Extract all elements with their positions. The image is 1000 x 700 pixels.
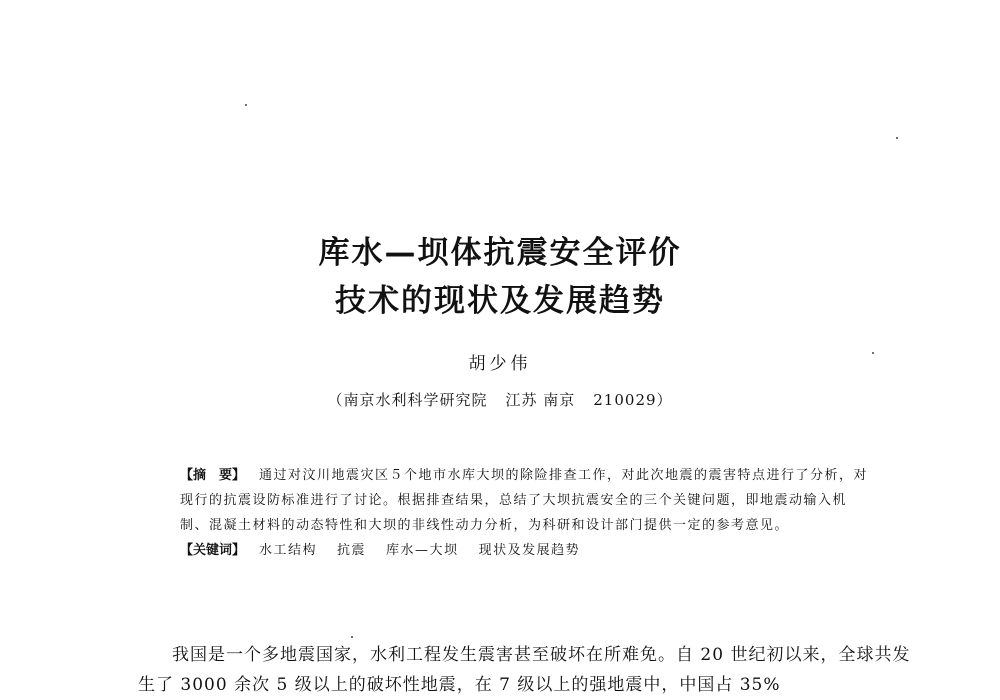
- abstract-label: 【摘 要】: [180, 468, 246, 483]
- paper-title-line-2: 技术的现状及发展趋势: [335, 283, 665, 319]
- affiliation-location: 江苏 南京: [505, 391, 576, 409]
- keywords-line: [180, 538, 870, 563]
- scan-speck: [245, 104, 247, 106]
- body-text: [138, 640, 928, 700]
- keywords-label: 【关键词】: [180, 543, 246, 558]
- paper-title-line-1: 库水—坝体抗震安全评价: [318, 235, 682, 271]
- keyword: 库水—大坝: [386, 543, 459, 558]
- abstract-paragraph: [180, 463, 870, 538]
- affiliation: [0, 389, 1000, 410]
- affiliation-institute: 南京水利科学研究院: [343, 391, 488, 409]
- affiliation-close-paren: ）: [656, 391, 673, 409]
- abstract-block: [180, 463, 870, 563]
- scan-speck: [351, 636, 353, 638]
- keyword: 现状及发展趋势: [478, 543, 581, 558]
- affiliation-open-paren: （: [327, 391, 344, 409]
- body-paragraph: 我国是一个多地震国家，水利工程发生震害甚至破坏在所难免。自 20 世纪初以来，全球共发生了 3000 余次 5 级以上的破坏性地震，在 7 级以上的强地震中，中国占 35%: [138, 645, 911, 695]
- keyword: 抗震: [337, 543, 367, 558]
- author-name: 胡少伟: [468, 354, 532, 374]
- affiliation-postcode: 210029: [593, 391, 657, 409]
- abstract-text: 通过对汶川地震灾区５个地市水库大坝的除险排查工作，对此次地震的震害特点进行了分析，对现行的抗震设防标准进行了讨论。根据排查结果，总结了大坝抗震安全的三个关键问题，即地震动输入机制、混凝土材料的动态特性和大坝的非线性动力分析，为科研和设计部门提供一定的参考意见。: [180, 468, 869, 533]
- scan-speck: [896, 137, 898, 139]
- keyword: 水工结构: [259, 543, 318, 558]
